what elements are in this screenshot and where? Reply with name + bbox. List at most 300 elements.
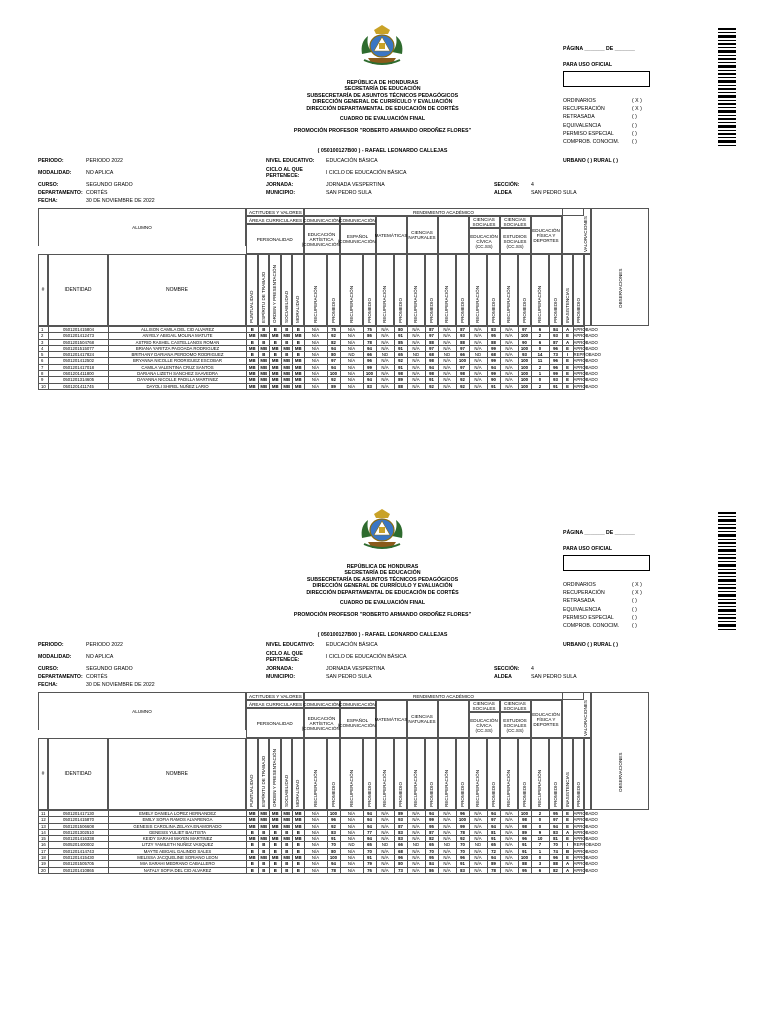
ciencias-sociales-header-1: CIENCIAS SOCIALES (469, 700, 500, 712)
subject-grade: N/A (376, 383, 394, 389)
promedio-column-header: PROMEDIO (552, 297, 558, 323)
valoracion-value: 96 (549, 358, 562, 364)
periodo-label: PERIODO: (38, 158, 64, 164)
aldea-value: SAN PEDRO SULA (531, 190, 577, 196)
attitude-grade: B (258, 842, 270, 848)
subject-grade: 78 (327, 867, 340, 873)
inasistencias-value: 6 (531, 327, 549, 333)
attitude-grade: B (247, 861, 259, 867)
attitude-grade: MB (293, 345, 305, 351)
subject-grade: 73 (394, 867, 407, 873)
subject-grade: N/A (304, 327, 327, 333)
valoracion-value: 83 (549, 829, 562, 835)
inasistencias-value: 0 (531, 855, 549, 861)
attitude-grade: MB (281, 345, 293, 351)
subject-grade: 100 (518, 333, 531, 339)
comunicacion-header-1: COMUNICACIÓN (303, 701, 340, 707)
subject-grade: 88 (456, 339, 469, 345)
row-number: 13 (39, 823, 49, 829)
blank-subject-header (438, 700, 469, 738)
student-name: EMILY SOFIA RAMOS ALVARENGA (109, 817, 247, 823)
subject-grade: 91 (425, 377, 438, 383)
aldea-value: SAN PEDRO SULA (531, 674, 577, 680)
attitude-grade: B (247, 867, 259, 873)
valoracion-value: 70 (549, 842, 562, 848)
municipio-label: MUNICIPIO: (266, 674, 296, 680)
num-column-header: # (41, 771, 45, 777)
personality-column-header: ORDEN Y PRESENTACIÓN (272, 749, 278, 807)
subject-grade: 91 (518, 842, 531, 848)
ed-artistica-header: EDUCACIÓN ARTÍSTICA (COMUNICACIÓN) (304, 708, 340, 738)
ciencias-sociales-header-2: CIENCIAS SOCIALES (500, 700, 531, 712)
valoracion-letter: E (562, 333, 573, 339)
attitude-grade: B (293, 339, 305, 345)
observaciones-value: APROBADO (573, 823, 598, 829)
areas-header: ÁREAS CURRICULARES (246, 700, 304, 708)
personality-column-header: PUNTUALIDAD (249, 774, 255, 807)
cuadro-title: CUADRO DE EVALUACIÓN FINAL (339, 600, 426, 606)
subject-grade: N/A (407, 817, 425, 823)
subject-grade: N/A (500, 358, 518, 364)
student-id: 0501201504768 (49, 339, 109, 345)
subject-grade: N/A (340, 364, 363, 370)
observaciones-value: APROBADO (573, 383, 598, 389)
subject-grade: 95 (425, 823, 438, 829)
periodo-value: PERIODO 2022 (86, 642, 123, 648)
attitude-grade: MB (247, 823, 259, 829)
subject-grade: 85 (394, 339, 407, 345)
subject-grade: N/A (376, 371, 394, 377)
personalidad-header: PERSONALIDAD (246, 224, 304, 254)
subject-grade: 83 (456, 867, 469, 873)
page-counter: PÁGINA _______ DE _______ (563, 46, 635, 52)
valoracion-value: 96 (549, 364, 562, 370)
subject-grade: N/A (304, 867, 327, 873)
student-id: 0501201415804 (49, 327, 109, 333)
fecha-label: FECHA: (38, 198, 58, 204)
espanol-header: ESPAÑOL (COMUNICACIÓN) (340, 224, 376, 254)
subject-grade: 91 (363, 855, 376, 861)
evaluation-type-mark: ( X ) (632, 106, 642, 113)
subject-grade: N/A (500, 829, 518, 835)
subject-grade: 98 (394, 371, 407, 377)
student-name: BRIANA YARITZA PAGOADA RODRIGUEZ (109, 345, 247, 351)
subject-grade: 100 (518, 345, 531, 351)
subject-grade: N/A (304, 861, 327, 867)
subject-grade: 78 (456, 829, 469, 835)
attitude-grade: B (281, 339, 293, 345)
subject-grade: 100 (456, 358, 469, 364)
grades-table (38, 810, 650, 874)
ciencias-naturales-header: CIENCIAS NATURALES (407, 700, 438, 738)
subject-grade: N/A (340, 345, 363, 351)
subject-grade: ND (469, 842, 487, 848)
valoracion-letter: B (562, 848, 573, 854)
subject-grade: 99 (456, 823, 469, 829)
attitude-grade: MB (281, 383, 293, 389)
ciclo-label: CICLO AL QUE PERTENECE: (266, 651, 303, 663)
subject-grade: N/A (407, 345, 425, 351)
valoracion-value: 81 (549, 836, 562, 842)
promedio-column-header: PROMEDIO (490, 297, 496, 323)
subject-grade: N/A (438, 339, 456, 345)
recuperacion-column-header: RECUPERACIÓN (348, 285, 354, 323)
direccion-general-title: DIRECCIÓN GENERAL DE CURRÍCULO Y EVALUACIÓN (312, 583, 453, 590)
matematicas-header: MATEMÁTICAS (376, 216, 407, 254)
curso-value: SEGUNDO GRADO (86, 666, 133, 672)
subject-grade: 91 (394, 345, 407, 351)
valoracion-value: 91 (549, 383, 562, 389)
subject-grade: ND (438, 352, 456, 358)
subject-grade: N/A (407, 867, 425, 873)
comunicacion-header-1: COMUNICACIÓN (303, 217, 340, 223)
observaciones-value: APROBADO (573, 811, 598, 816)
attitude-grade: MB (293, 377, 305, 383)
attitude-grade: B (258, 327, 270, 333)
subject-grade: 94 (363, 811, 376, 817)
attitude-grade: MB (247, 333, 259, 339)
subject-grade: 92 (456, 836, 469, 842)
school-code: ( 050100127B00 ) - RAFAEL LEONARDO CALLEJAS (317, 632, 448, 638)
attitude-grade: B (258, 352, 270, 358)
subject-grade: 75 (363, 327, 376, 333)
subject-grade: N/A (376, 377, 394, 383)
observaciones-value: APROBADO (573, 861, 598, 867)
subject-grade: 94 (487, 823, 500, 829)
subject-grade: 96 (363, 358, 376, 364)
ciencias-sociales-header-1: CIENCIAS SOCIALES (469, 216, 500, 228)
subject-grade: N/A (438, 358, 456, 364)
inasistencias-value: 0 (531, 817, 549, 823)
subject-grade: 94 (327, 861, 340, 867)
subject-grade: N/A (340, 811, 363, 817)
subject-grade: 91 (487, 383, 500, 389)
subject-grade: N/A (376, 861, 394, 867)
student-name: EMELY DANIELA LOPEZ HERNANDEZ (109, 811, 247, 817)
subject-grade: N/A (340, 861, 363, 867)
subject-grade: 88 (425, 339, 438, 345)
subject-grade: 100 (327, 371, 340, 377)
evaluation-type-item: EQUIVALENCIA (563, 122, 601, 129)
attitude-grade: B (281, 842, 293, 848)
valoracion-letter: E (562, 358, 573, 364)
subject-grade: 99 (363, 364, 376, 370)
inasistencias-value: 9 (531, 829, 549, 835)
subject-grade: 97 (487, 817, 500, 823)
student-id: 0501201302510 (49, 829, 109, 835)
attitude-grade: B (281, 848, 293, 854)
subsecretaria-title: SUBSECRETARÍA DE ASUNTOS TÉCNICOS PEDAGÓGICOS (306, 92, 459, 99)
subject-grade: N/A (304, 811, 327, 817)
attitude-grade: B (281, 327, 293, 333)
observaciones-value: APROBADO (573, 867, 598, 873)
subject-grade: N/A (438, 811, 456, 817)
student-id: 0501201410865 (49, 867, 109, 873)
rendimiento-header: RENDIMIENTO ACADÉMICO (304, 692, 584, 700)
modalidad-label: MODALIDAD: (38, 654, 72, 660)
attitude-grade: B (270, 861, 282, 867)
observaciones-value: APROBADO (573, 358, 598, 364)
subject-grade: 87 (394, 823, 407, 829)
departamento-value: CORTÉS (86, 674, 108, 680)
attitude-grade: MB (270, 817, 282, 823)
subject-grade: N/A (438, 371, 456, 377)
recuperacion-column-header: RECUPERACIÓN (382, 285, 387, 323)
personality-column-header: ESPÍRITU DE TRABAJO (260, 271, 266, 323)
attitude-grade: MB (247, 811, 259, 817)
valoracion-letter: E (562, 836, 573, 842)
subject-grade: N/A (340, 823, 363, 829)
row-number: 10 (39, 383, 49, 389)
inasistencias-value: 0 (531, 345, 549, 351)
observaciones-value: APROBADO (573, 333, 598, 339)
row-number: 12 (39, 817, 49, 823)
subject-grade: N/A (376, 836, 394, 842)
observaciones-column-header: OBSERVACIONES (617, 268, 623, 308)
ed-civica-header: EDUCACIÓN CÍVICA (CC.SS) (469, 228, 500, 254)
promedio-column-header: PROMEDIO (490, 781, 496, 807)
subject-grade: N/A (407, 811, 425, 817)
subject-grade: N/A (407, 377, 425, 383)
student-id: 0501201411745 (49, 383, 109, 389)
subject-grade: N/A (500, 811, 518, 817)
promedio-column-header: PROMEDIO (428, 781, 434, 807)
subject-grade: 86 (363, 333, 376, 339)
attitude-grade: MB (247, 817, 259, 823)
periodo-value: PERIODO 2022 (86, 158, 123, 164)
valoracion-letter: I (562, 842, 573, 848)
valoracion-value: 97 (549, 817, 562, 823)
attitude-grade: B (247, 848, 259, 854)
attitude-grade: MB (270, 364, 282, 370)
subject-grade: N/A (438, 817, 456, 823)
subject-grade: N/A (438, 861, 456, 867)
valoracion-value: 95 (549, 811, 562, 817)
subject-grade: N/A (376, 855, 394, 861)
valoracion-value: 93 (549, 333, 562, 339)
subject-grade: N/A (340, 358, 363, 364)
student-name: DARIANA LIZETH SANCHEZ SAAVEDRA (109, 371, 247, 377)
subject-grade: 65 (363, 842, 376, 848)
subject-grade: N/A (407, 836, 425, 842)
recuperacion-column-header: RECUPERACIÓN (506, 769, 511, 807)
inasistencias-value: 3 (531, 861, 549, 867)
attitude-grade: MB (270, 811, 282, 817)
subject-grade: 66 (363, 352, 376, 358)
attitude-grade: MB (270, 855, 282, 861)
subject-grade: 94 (425, 811, 438, 817)
subject-grade: N/A (500, 333, 518, 339)
republic-title: REPÚBLICA DE HONDURAS (346, 80, 419, 86)
inasistencias-value: 6 (531, 339, 549, 345)
subject-grade: N/A (500, 339, 518, 345)
subject-grade: 96 (456, 855, 469, 861)
ciclo-value: I CICLO DE EDUCACIÓN BÁSICA (326, 654, 407, 660)
subject-grade: N/A (438, 823, 456, 829)
valoracion-letter: I (562, 352, 573, 358)
attitude-grade: MB (258, 811, 270, 817)
subject-grade: 83 (394, 836, 407, 842)
observaciones-header (591, 692, 649, 810)
attitude-grade: MB (281, 811, 293, 817)
subject-grade: 98 (425, 358, 438, 364)
subject-grade: 100 (518, 364, 531, 370)
personality-column-header: MORALIDAD (295, 779, 301, 807)
grades-table (38, 326, 650, 390)
official-use-box (563, 555, 650, 571)
promedio-column-header: PROMEDIO (521, 297, 527, 323)
evaluation-type-mark: ( ) (632, 122, 637, 129)
subject-grade: 83 (394, 829, 407, 835)
subject-grade: N/A (304, 848, 327, 854)
evaluation-type-item: COMPROB. CONOCIM. (563, 623, 620, 630)
subject-grade: 65 (425, 842, 438, 848)
nombre-column-header: NOMBRE (166, 287, 188, 293)
subject-grade: 66 (394, 842, 407, 848)
ed-fisica-header: EDUCACIÓN FÍSICA Y DEPORTES (531, 700, 562, 738)
student-id: 0501201506608 (49, 823, 109, 829)
direccion-departamental-title: DIRECCIÓN DEPARTAMENTAL DE EDUCACIÓN DE CORTÉS (306, 589, 459, 596)
valoraciones-column-header: VALORACIONES (582, 700, 588, 736)
aldea-label: ALDEA (494, 190, 512, 196)
valoracion-letter: E (562, 371, 573, 377)
seccion-label: SECCIÓN: (494, 666, 520, 672)
subject-grade: 75 (327, 327, 340, 333)
attitude-grade: MB (258, 377, 270, 383)
valoraciones-column-header: VALORACIONES (582, 216, 588, 252)
attitude-grade: MB (258, 855, 270, 861)
subject-grade: 100 (518, 383, 531, 389)
subject-grade: N/A (376, 358, 394, 364)
page-counter: PÁGINA _______ DE _______ (563, 530, 635, 536)
seccion-value: 4 (531, 666, 534, 672)
inasistencias-column-header: INASISTENCIAS (564, 288, 570, 323)
attitude-grade: MB (247, 377, 259, 383)
recuperacion-column-header: RECUPERACIÓN (537, 769, 542, 807)
subject-grade: 94 (327, 345, 340, 351)
subject-grade: 81 (487, 829, 500, 835)
subject-grade: 91 (487, 836, 500, 842)
attitude-grade: MB (281, 377, 293, 383)
nivel-value: EDUCACIÓN BÁSICA (326, 642, 378, 648)
student-id: 0501201412502 (49, 358, 109, 364)
recuperacion-column-header: RECUPERACIÓN (312, 285, 318, 323)
subject-grade: 97 (425, 345, 438, 351)
subject-grade: 99 (425, 817, 438, 823)
evaluation-type-item: EQUIVALENCIA (563, 606, 601, 613)
inasistencias-value: 0 (531, 823, 549, 829)
secretaria-title: SECRETARÍA DE EDUCACIÓN (344, 570, 421, 577)
subject-grade: 83 (363, 383, 376, 389)
attitude-grade: MB (293, 358, 305, 364)
official-use-box (563, 71, 650, 87)
attitude-grade: MB (281, 364, 293, 370)
student-name: ASTRID RASHEL CASTELLANOS ROMAN (109, 339, 247, 345)
subject-grade: 80 (327, 352, 340, 358)
subject-grade: 76 (363, 867, 376, 873)
promedio-column-header: PROMEDIO (366, 781, 372, 807)
subject-grade: N/A (407, 364, 425, 370)
jornada-label: JORNADA: (266, 182, 294, 188)
observaciones-value: APROBADO (573, 829, 598, 835)
curso-value: SEGUNDO GRADO (86, 182, 133, 188)
recuperacion-column-header: RECUPERACIÓN (444, 285, 449, 323)
subject-grade: 87 (456, 327, 469, 333)
evaluation-sheet (0, 484, 768, 974)
subject-grade: 100 (518, 358, 531, 364)
subject-grade: 94 (363, 345, 376, 351)
evaluation-type-marks (632, 97, 642, 146)
attitude-grade: MB (247, 358, 259, 364)
subject-grade: N/A (500, 327, 518, 333)
observaciones-value: APROBADO (573, 377, 598, 383)
subject-grade: N/A (438, 836, 456, 842)
student-id: 0501201415430 (49, 855, 109, 861)
valoracion-value: 99 (549, 371, 562, 377)
subject-grade: N/A (469, 339, 487, 345)
subject-grade: 100 (518, 855, 531, 861)
inasistencias-value: 1 (531, 371, 549, 377)
student-id: 0501201417824 (49, 352, 109, 358)
subject-grade: ND (340, 842, 363, 848)
subject-grade: N/A (340, 817, 363, 823)
honduras-coat-of-arms-icon (358, 24, 406, 68)
subject-grade: 90 (518, 339, 531, 345)
attitude-grade: MB (293, 364, 305, 370)
subject-grade: 91 (456, 861, 469, 867)
subject-grade: 96 (327, 817, 340, 823)
inasistencias-value: 2 (531, 811, 549, 817)
attitude-grade: MB (270, 383, 282, 389)
valoracion-promedio-column-header: PROMEDIO (575, 297, 581, 323)
subject-grade: N/A (407, 383, 425, 389)
subject-grade: N/A (469, 383, 487, 389)
evaluation-type-mark: ( ) (632, 598, 637, 605)
attitude-grade: MB (293, 836, 305, 842)
subject-grade: N/A (340, 327, 363, 333)
attitude-grade: B (270, 867, 282, 873)
table-row (39, 383, 650, 389)
subject-grade: 91 (518, 848, 531, 854)
attitude-grade: MB (247, 364, 259, 370)
observaciones-value: APROBADO (573, 339, 598, 345)
subject-grade: 70 (425, 848, 438, 854)
personality-column-header: SOCIABILIDAD (283, 774, 289, 807)
subject-grade: ND (376, 842, 394, 848)
subject-grade: 65 (394, 352, 407, 358)
departamento-label: DEPARTAMENTO: (38, 674, 83, 680)
recuperacion-column-header: RECUPERACIÓN (475, 285, 480, 323)
attitude-grade: MB (270, 358, 282, 364)
subject-grade: 80 (327, 848, 340, 854)
subject-grade: N/A (340, 371, 363, 377)
subject-grade: 96 (394, 855, 407, 861)
promedio-column-header: PROMEDIO (330, 781, 336, 807)
ciclo-value: I CICLO DE EDUCACIÓN BÁSICA (326, 170, 407, 176)
subject-grade: 100 (518, 371, 531, 377)
subject-grade: N/A (304, 345, 327, 351)
subject-grade: N/A (340, 848, 363, 854)
promedio-column-header: PROMEDIO (397, 781, 403, 807)
subject-grade: N/A (469, 811, 487, 817)
attitude-grade: B (270, 339, 282, 345)
row-number: 1 (39, 327, 49, 333)
valoracion-letter: E (562, 855, 573, 861)
subject-grade: N/A (340, 383, 363, 389)
subject-grade: 87 (425, 327, 438, 333)
barcode-icon (718, 512, 736, 632)
evaluation-type-item: RECUPERACIÓN (563, 590, 605, 597)
